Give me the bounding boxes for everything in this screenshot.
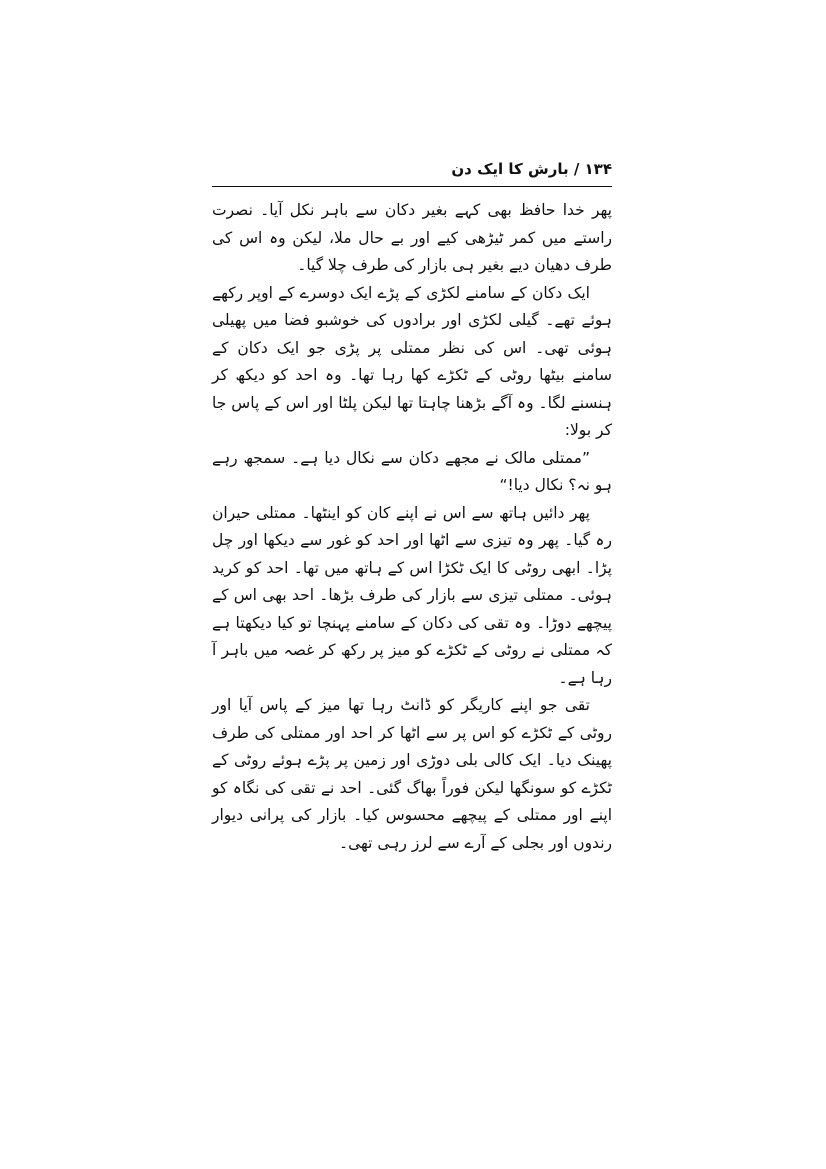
paragraph-4: پھر دائیں ہاتھ سے اس نے اپنے کان کو اینٹھا۔ ممتلی حیران رہ گیا۔ پھر وہ تیزی سے اٹھا اور احد کو غور سے دیکھا اور چل پڑا۔ ابھی روٹی کا ایک ٹکڑا اس کے ہاتھ میں تھا۔ احد کو کرید ہوئی۔ ممتلی تیزی سے بازار کی طرف بڑھا۔ احد بھی اس کے پیچھے دوڑا۔ وہ تقی کی دکان کے سامنے پہنچا تو کیا دیکھتا ہے کہ ممتلی نے روٹی کے ٹکڑے کو میز پر رکھ کر غصہ میں باہر آ رہا ہے۔ bbox=[212, 503, 612, 687]
paragraph-5: تقی جو اپنے کاریگر کو ڈانٹ رہا تھا میز کے پاس آیا اور روٹی کے ٹکڑے کو اس پر سے اٹھا کر احد اور ممتلی کی طرف پھینک دیا۔ ایک کالی بلی دوڑی اور زمین پر پڑے ہوئے روٹی کے ٹکڑے کو سونگھا لیکن فوراً بھاگ گئی۔ احد نے تقی کی نگاہ کو اپنے اور ممتلی کے پیچھے محسوس کیا۔ بازار کی پرانی دیوار رندوں اور بجلی کے آرے سے لرز رہی تھی۔ bbox=[212, 696, 612, 852]
running-title: ۱۳۴ / بارش کا ایک دن bbox=[451, 160, 612, 178]
quoted-speech: ”ممتلی مالک نے مجھے دکان سے نکال دیا ہے۔ سمجھ رہے ہو نہ؟ نکال دیا!“ bbox=[212, 448, 612, 494]
paragraph-2: ایک دکان کے سامنے لکڑی کے پڑے ایک دوسرے کے اوپر رکھے ہوئے تھے۔ گیلی لکڑی اور برادوں کی خوشبو فضا میں پھیلی ہوئی تھی۔ اس کی نظر ممتلی پر پڑی جو ایک دکان کے سامنے بیٹھا روٹی کے ٹکڑے کھا رہا تھا۔ وہ احد کو دیکھ کر ہنسنے لگا۔ وہ آگے بڑھنا چاہتا تھا لیکن پلٹا اور اس کے پاس جا کر بولا: bbox=[212, 283, 612, 439]
body-text bbox=[212, 197, 612, 857]
header-rule bbox=[212, 186, 612, 187]
page-header bbox=[212, 160, 612, 186]
paragraph-1: پھر خدا حافظ بھی کہے بغیر دکان سے باہر نکل آیا۔ نصرت راستے میں کمر ٹیڑھی کیے اور بے حال ملا، لیکن وہ اس کی طرف دھیان دیے بغیر ہی بازار کی طرف چلا گیا۔ bbox=[212, 201, 612, 274]
